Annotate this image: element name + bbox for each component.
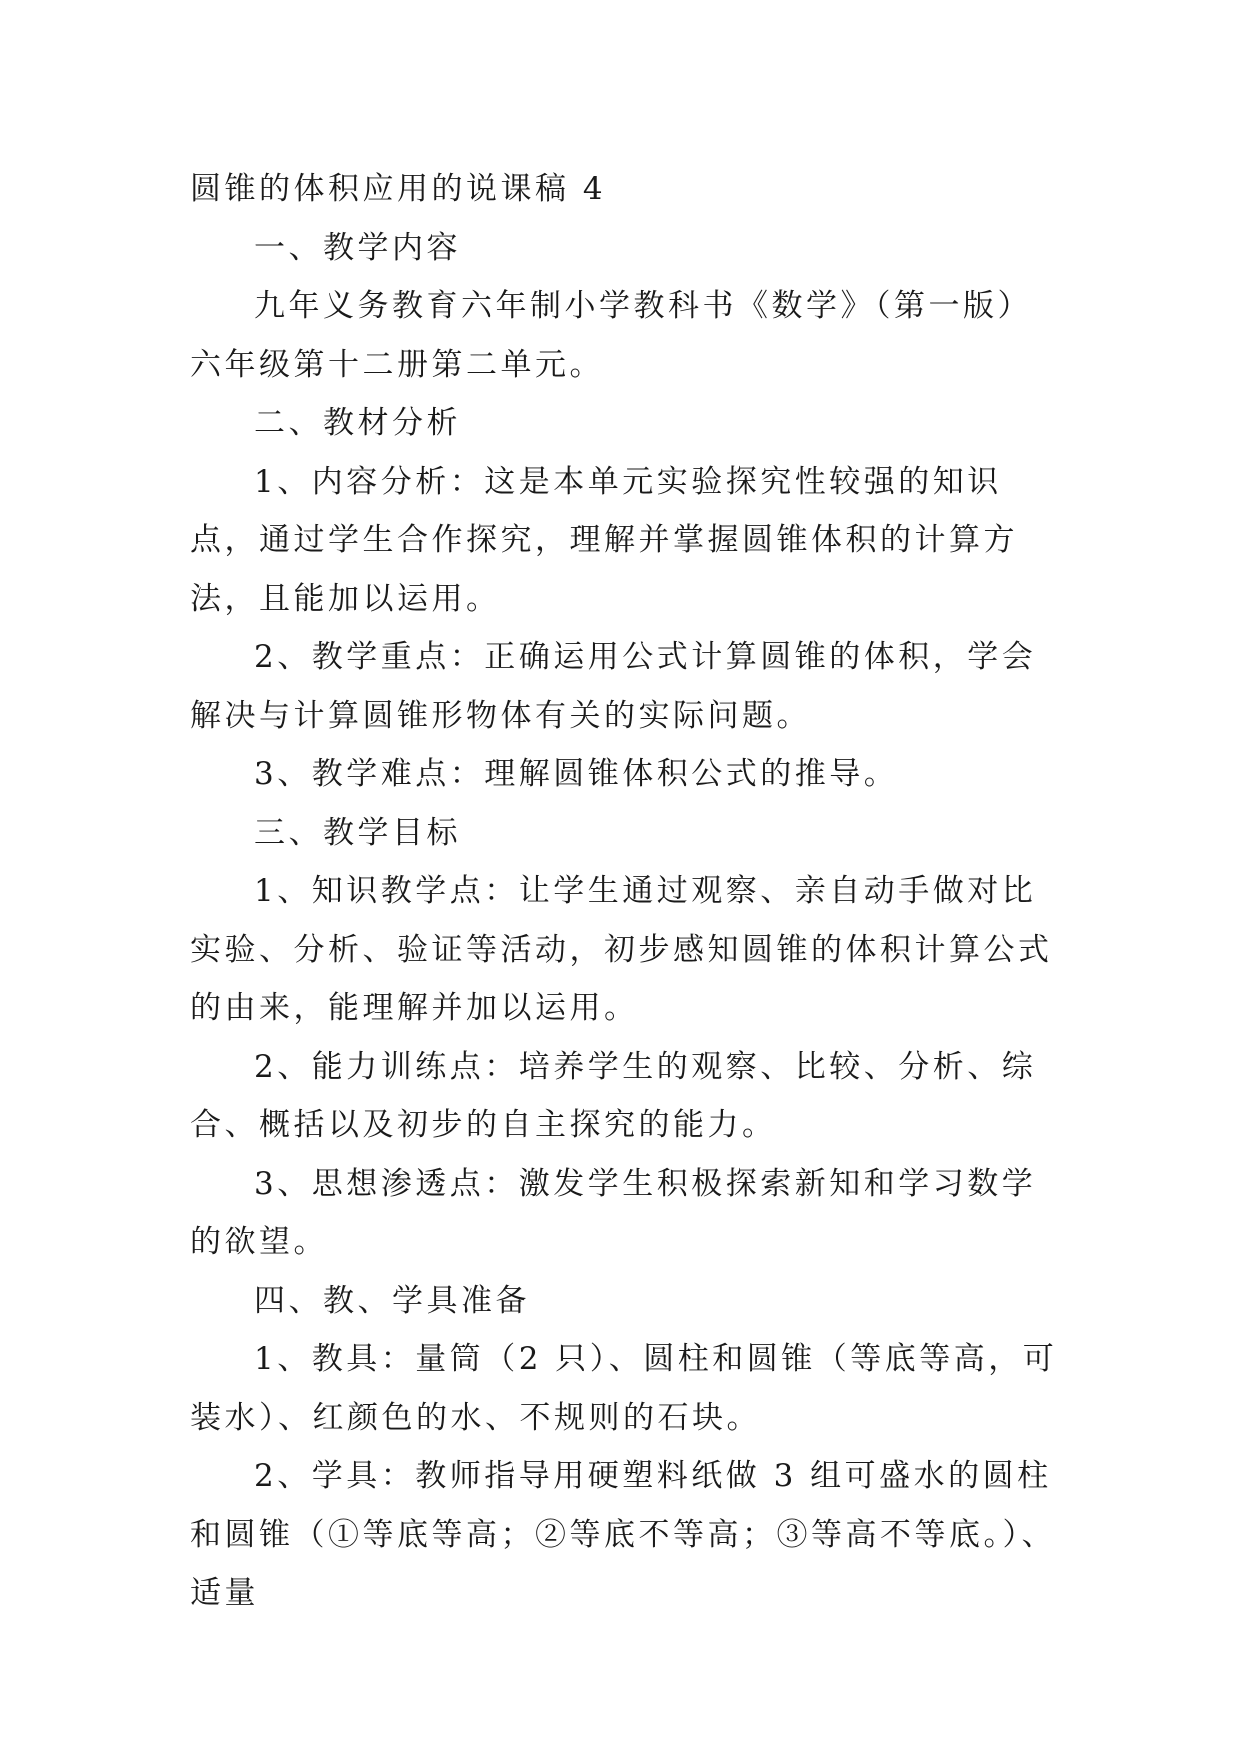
paragraph-student-aids: 2、学具：教师指导用硬塑料纸做 3 组可盛水的圆柱和圆锥（①等底等高；②等底不等高；③等高不等底。）、适量 — [190, 1458, 1056, 1611]
section-heading-teaching-goals: 三、教学目标 — [254, 814, 461, 851]
section-heading-teaching-aids: 四、教、学具准备 — [254, 1282, 530, 1319]
paragraph-content-analysis: 1、内容分析：这是本单元实验探究性较强的知识点，通过学生合作探究，理解并掌握圆锥体积的计算方法，且能加以运用。 — [190, 463, 1018, 617]
paragraph-knowledge-goal: 1、知识教学点：让学生通过观察、亲自动手做对比实验、分析、验证等活动，初步感知圆锥的体积计算公式的由来，能理解并加以运用。 — [190, 873, 1053, 1026]
document-body — [190, 160, 1060, 1623]
paragraph-ability-goal: 2、能力训练点：培养学生的观察、比较、分析、综合、概括以及初步的自主探究的能力。 — [190, 1048, 1037, 1143]
paragraph-thought-goal: 3、思想渗透点：激发学生积极探索新知和学习数学的欲望。 — [190, 1165, 1037, 1260]
paragraph-key-points: 2、教学重点：正确运用公式计算圆锥的体积，学会解决与计算圆锥形物体有关的实际问题。 — [190, 639, 1037, 734]
paragraph-teacher-aids: 1、教具：量筒（2 只）、圆柱和圆锥（等底等高，可装水）、红颜色的水、不规则的石块。 — [190, 1341, 1058, 1436]
section-heading-teaching-content: 一、教学内容 — [254, 229, 461, 266]
paragraph-textbook: 九年义务教育六年制小学教科书《数学》（第一版）六年级第十二册第二单元。 — [190, 288, 1032, 383]
paragraph-difficult-points: 3、教学难点：理解圆锥体积公式的推导。 — [254, 756, 899, 792]
document-title: 圆锥的体积应用的说课稿 4 — [190, 171, 607, 207]
section-heading-material-analysis: 二、教材分析 — [254, 405, 461, 441]
